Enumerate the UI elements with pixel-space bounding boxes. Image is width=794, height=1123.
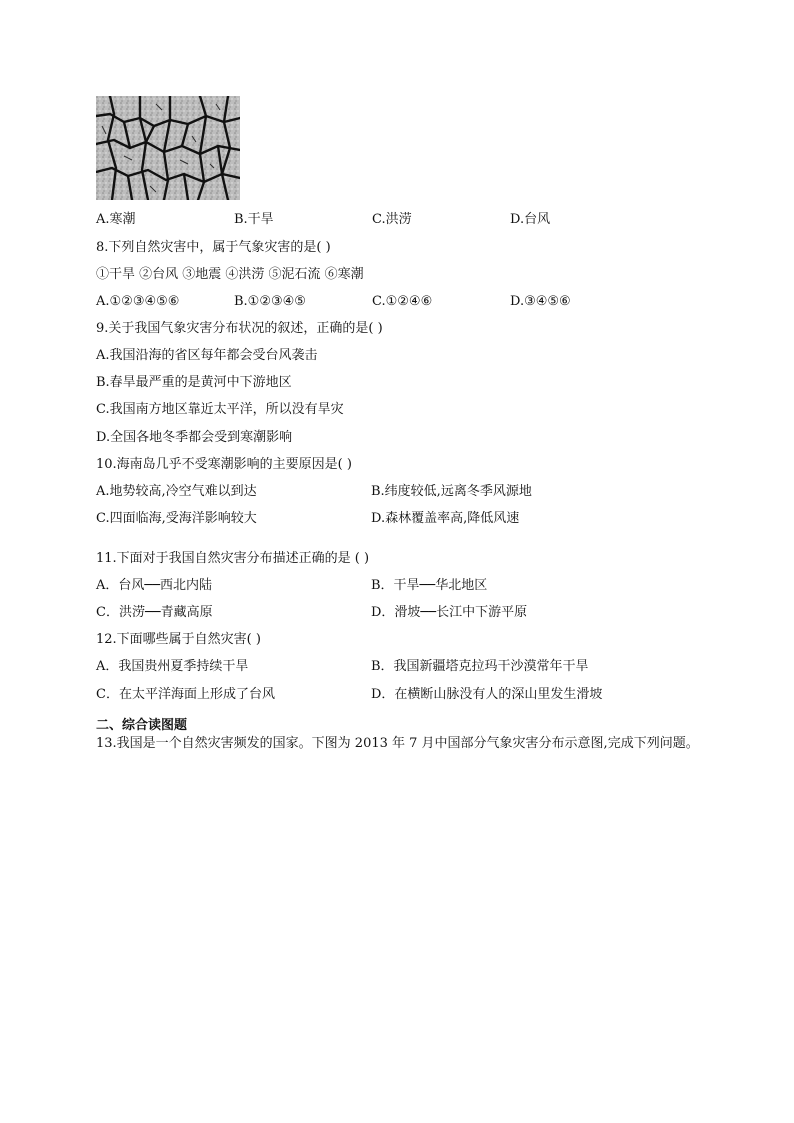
q7-option-b[interactable]: B.干旱 bbox=[234, 212, 274, 227]
q11-question: 11.下面对于我国自然灾害分布描述正确的是 ( ) bbox=[96, 551, 370, 566]
q10-option-a[interactable]: A.地势较高,冷空气难以到达 bbox=[96, 484, 257, 499]
q7-option-c[interactable]: C.洪涝 bbox=[372, 212, 412, 227]
q10-option-c[interactable]: C.四面临海,受海洋影响较大 bbox=[96, 511, 257, 526]
q12-question: 12.下面哪些属于自然灾害( ) bbox=[96, 632, 261, 647]
q11-option-b[interactable]: B．干旱──华北地区 bbox=[371, 578, 488, 593]
q11-option-d[interactable]: D．滑坡──长江中下游平原 bbox=[371, 605, 528, 620]
q7-option-d[interactable]: D.台风 bbox=[510, 212, 551, 227]
drought-photo bbox=[96, 96, 240, 200]
q9-option-b[interactable]: B.春旱最严重的是黄河中下游地区 bbox=[96, 375, 292, 390]
q8-question: 8.下列自然灾害中，属于气象灾害的是( ) bbox=[96, 240, 331, 255]
q8-option-b[interactable]: B.①②③④⑤ bbox=[234, 294, 306, 309]
q12-option-a[interactable]: A．我国贵州夏季持续干旱 bbox=[96, 659, 249, 674]
section-title: 二、综合读图题 bbox=[96, 718, 188, 733]
q9-question: 9.关于我国气象灾害分布状况的叙述，正确的是( ) bbox=[96, 321, 383, 336]
q12-option-b[interactable]: B．我国新疆塔克拉玛干沙漠常年干旱 bbox=[371, 659, 589, 674]
q7-option-a[interactable]: A.寒潮 bbox=[96, 212, 136, 227]
q11-option-c[interactable]: C．洪涝──青藏高原 bbox=[96, 605, 213, 620]
q8-option-d[interactable]: D.③④⑤⑥ bbox=[510, 294, 571, 309]
q10-option-b[interactable]: B.纬度较低,远离冬季风源地 bbox=[371, 484, 532, 499]
q8-option-c[interactable]: C.①②④⑥ bbox=[372, 294, 433, 309]
q8-option-a[interactable]: A.①②③④⑤⑥ bbox=[96, 294, 180, 309]
q10-question: 10.海南岛几乎不受寒潮影响的主要原因是( ) bbox=[96, 457, 352, 472]
q12-option-c[interactable]: C．在太平洋海面上形成了台风 bbox=[96, 687, 275, 702]
q9-option-d[interactable]: D.全国各地冬季都会受到寒潮影响 bbox=[96, 430, 293, 445]
q11-option-a[interactable]: A．台风──西北内陆 bbox=[96, 578, 213, 593]
q8-items: ①干旱 ②台风 ③地震 ④洪涝 ⑤泥石流 ⑥寒潮 bbox=[96, 267, 364, 282]
q12-option-d[interactable]: D．在横断山脉没有人的深山里发生滑坡 bbox=[371, 687, 603, 702]
q9-option-c[interactable]: C.我国南方地区靠近太平洋，所以没有旱灾 bbox=[96, 402, 344, 417]
q13-text: 13.我国是一个自然灾害频发的国家。下图为 2013 年 7 月中国部分气象灾害分布示意图,完成下列问题。 bbox=[96, 736, 699, 751]
q9-option-a[interactable]: A.我国沿海的省区每年都会受台风袭击 bbox=[96, 348, 318, 363]
cracked-earth-drought-image bbox=[96, 96, 240, 200]
q10-option-d[interactable]: D.森林覆盖率高,降低风速 bbox=[371, 511, 520, 526]
